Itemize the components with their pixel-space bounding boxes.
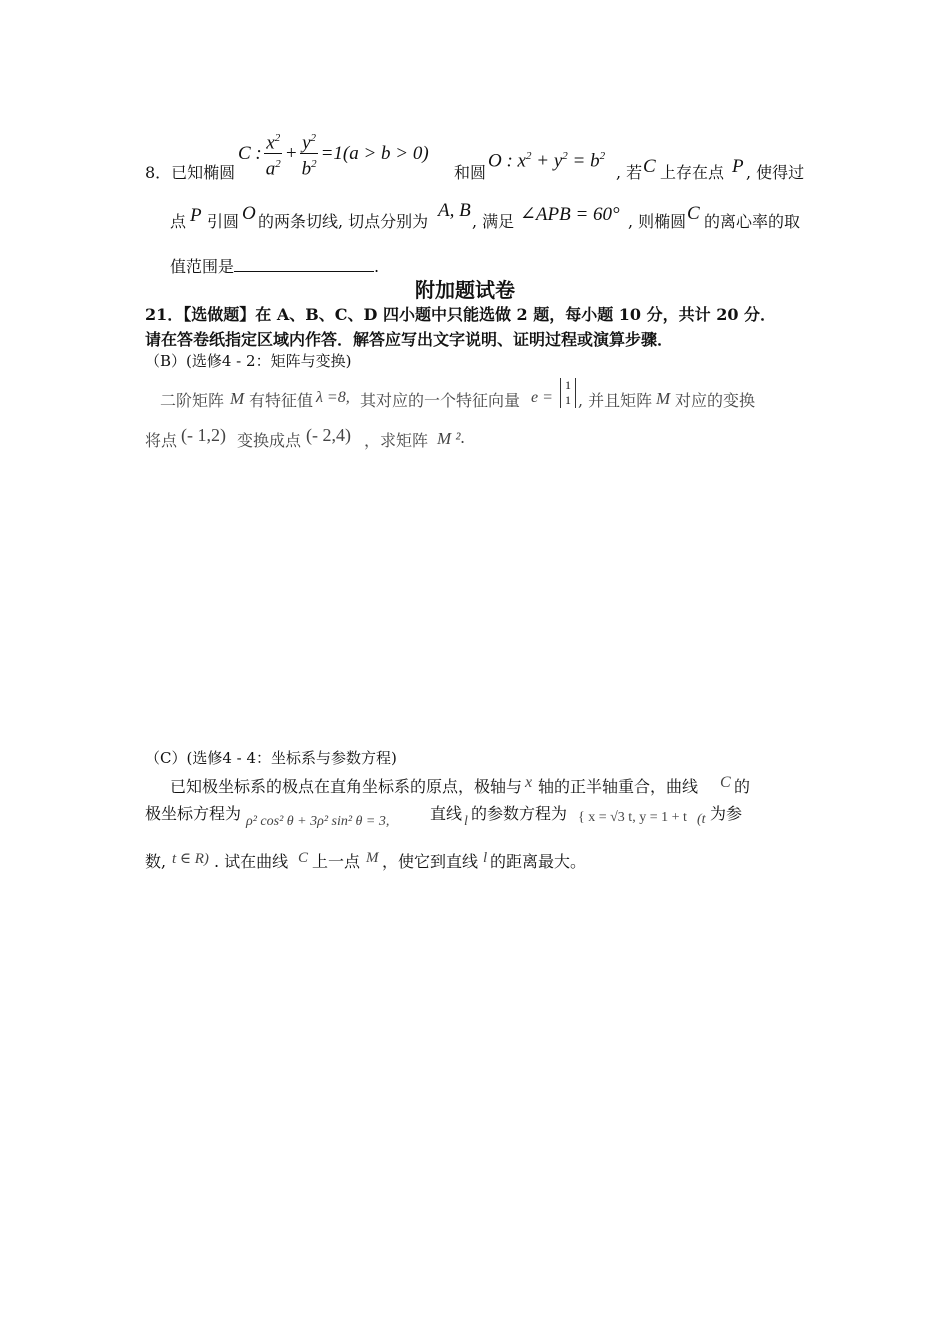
p-symbol-2: P [190,205,202,226]
part-c-line2-b: 直线 [430,804,463,823]
circle-equation: O : $x^2 + y^2 = b^2$ [488,150,606,172]
part-c-line1-c: 的 [734,777,751,796]
part-b-line2-a: 将点 [145,431,178,450]
l-symbol: l [464,814,468,829]
vector-bottom: 1 [565,393,571,407]
q8-line2-a: 点 [170,212,187,231]
e-vector-label: e = [531,389,553,406]
ab-symbols: A, B [438,200,471,221]
q8-line2-e: , 则椭圆 [628,212,687,231]
m-symbol-2: M [656,389,671,408]
if-text: , 若 [616,163,643,182]
part-c-line1: 已知极坐标系的极点在直角坐标系的原点，极轴与 [170,777,523,796]
part-c-header: （C）(选修4 - 4：坐标系与参数方程) [145,749,397,767]
q8-line3-text: 值范围是 [170,257,235,276]
part-c-line2-c: 的参数方程为 [471,804,568,823]
on-point-text: 上存在点 [660,163,725,182]
l-symbol-2: l [483,850,488,866]
part-c-line2-d: 为参 [710,804,743,823]
part-b-line1-b: 有特征值 [249,391,314,410]
ellipse-a: a [265,158,276,180]
ellipse-b: b [301,158,312,180]
q8-line2-b: 引圆 [207,212,240,231]
ellipse-equation: C : $\frac{x^2}{a^2}$ + $\frac{y^2}{b^2}$ =1(a > b > 0) [238,128,429,180]
part-c-line3-e: 的距离最大。 [490,852,587,871]
m-point: M [366,850,379,866]
p-symbol: P [732,156,744,177]
part-b-line1-c: 其对应的一个特征向量 [360,391,521,410]
vector-top: 1 [565,378,571,392]
part-b-header: （B）(选修4 - 2：矩阵与变换) [145,352,352,370]
q8-number: 8．已知椭圆 [145,163,236,182]
q21-line2: 请在答卷纸指定区域内作答．解答应写出文字说明、证明过程或演算步骤． [145,330,674,349]
ellipse-c: C : [238,142,262,164]
ellipse-y: y [302,132,311,154]
part-b-line2-end: . [460,428,466,447]
ellipse-x: x [266,132,275,154]
ellipse-rest: =1(a > b > 0) [320,142,429,164]
and-circle-text: 和圆 [454,163,487,182]
part-b-line1-e: 对应的变换 [675,391,756,410]
t-open: (t [697,812,706,827]
q8-line3 [170,254,379,277]
fraction-x-a: $\frac{x^2}{a^2}$ [264,128,283,180]
x-symbol: x [525,774,533,791]
eigen-vector [560,378,576,408]
point-1: (- 1,2) [181,425,226,445]
polar-equation: ρ² cos² θ + 3ρ² sin² θ = 3, [246,814,390,829]
q21-line1: 21．【选做题】在 A、B、C、D 四小题中只能选做 2 题，每小题 10 分，共计 20 分． [145,305,777,324]
o-symbol: O [242,203,256,224]
q8-line2-c: 的两条切线, 切点分别为 [258,212,429,231]
section-title: 附加题试卷 [415,278,515,302]
part-c-line3-a: 数, [145,852,167,871]
q8-line2-f: 的离心率的取 [704,212,801,231]
c-curve-symbol: C [720,774,731,791]
part-b-line1-d: , 并且矩阵 [578,391,653,410]
m-symbol: M [230,389,245,408]
t-in-r: t ∈ R) [172,851,209,867]
part-b-line1-a: 二阶矩阵 [160,391,225,410]
part-c-line3-c: 上一点 [312,852,361,871]
q8-line3-end: . [374,257,380,276]
c-symbol-2: C [687,203,700,224]
c-symbol: C [643,156,656,177]
point-2: (- 2,4) [306,425,351,445]
fraction-y-b: $\frac{y^2}{b^2}$ [300,128,319,180]
lambda-value: λ =8, [316,389,350,406]
part-b-line2-b: 变换成点 [237,431,302,450]
part-c-line3-d: ，使它到直线 [382,852,479,871]
such-that-text: , 使得过 [746,163,805,182]
part-c-line1-b: 轴的正半轴重合，曲线 [538,777,699,796]
angle-condition: ∠APB = 60° [520,204,620,225]
parametric-equation: { x = √3 t, y = 1 + t [578,810,687,825]
part-b-line2-c: ，求矩阵 [364,431,429,450]
c-symbol-3: C [298,850,309,866]
answer-blank [234,257,374,272]
m-squared: M ² [437,429,461,448]
q8-line2-d: , 满足 [472,212,515,231]
part-c-line2-a: 极坐标方程为 [145,804,242,823]
part-c-line3-b: . 试在曲线 [214,852,289,871]
